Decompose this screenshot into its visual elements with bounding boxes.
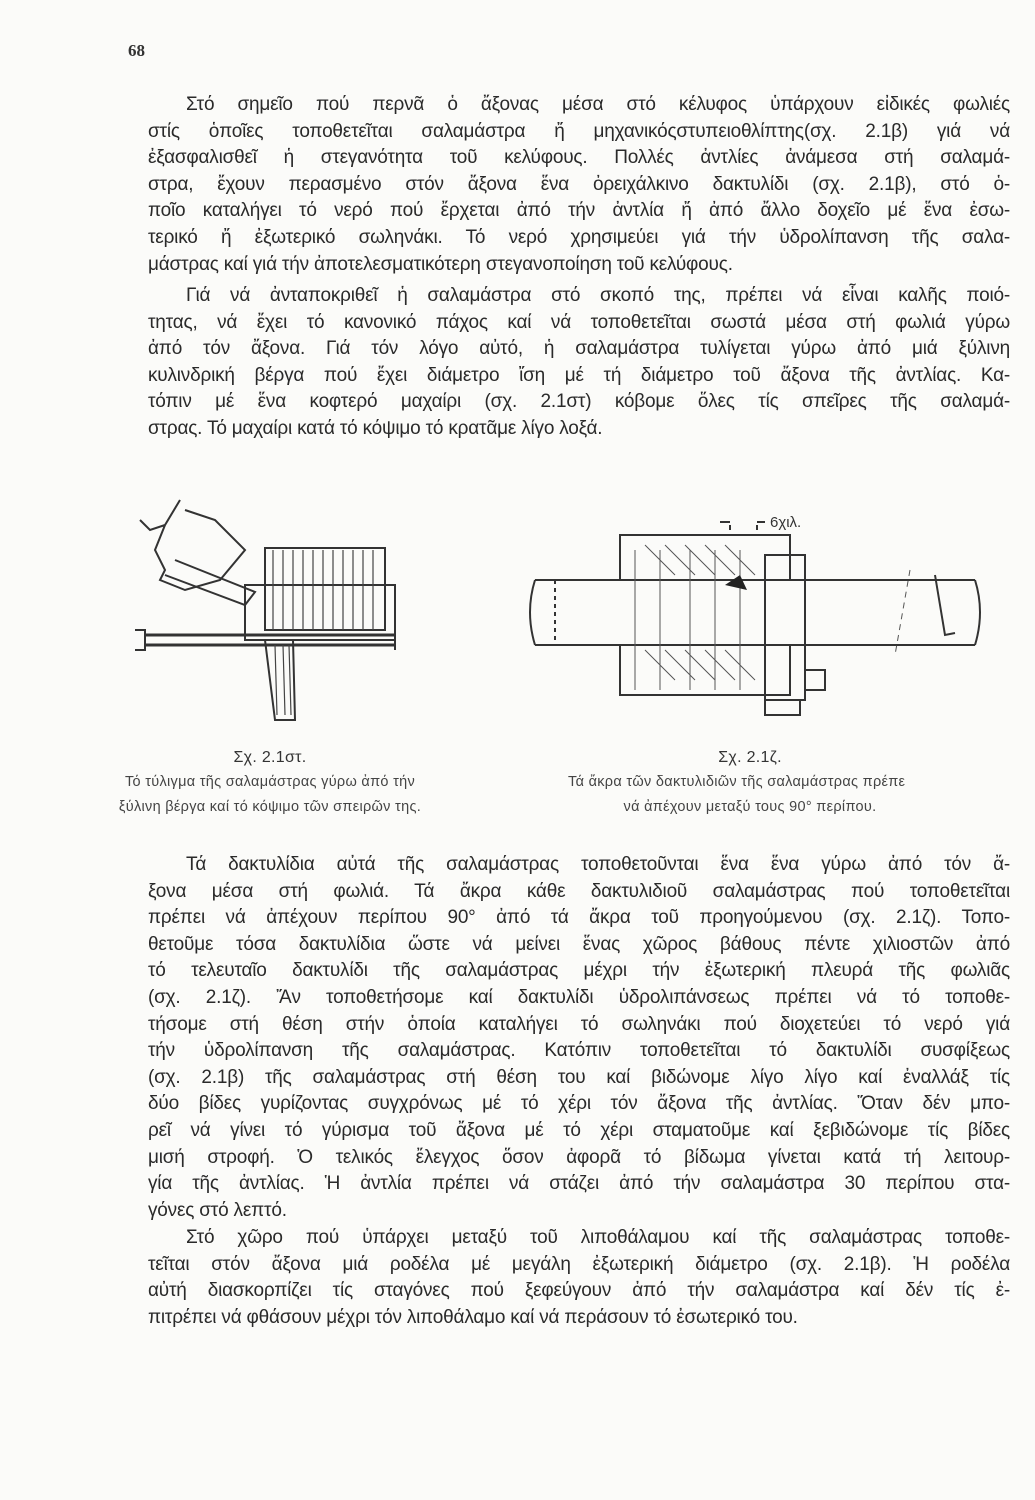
caption-line: ξύλινη βέργα καί τό κόψιμο τῶν σπειρῶν της. xyxy=(118,799,422,815)
text-line: γία τῆς ἀντλίας. Ἡ ἀντλία πρέπει νά στάζει ἀπό τήν σαλαμάστρα 30 περίπου στα- xyxy=(148,1173,1010,1195)
text-line: τό τελευταῖο δακτυλίδι τῆς σαλαμάστρας μέχρι τήν ἐξωτερική πλευρά τῆς φωλιᾶς xyxy=(148,960,1010,982)
text-line: (σχ. 2.1ζ). Ἄν τοποθετήσομε καί δακτυλίδι ὑδρολιπάνσεως πρέπει νά τό τοποθε- xyxy=(148,986,1010,1008)
text-line: θετοῦμε τόσα δακτυλίδια ὥστε νά μείνει ἕνας χῶρος βάθους πέντε χιλιοστῶν ἀπό xyxy=(148,933,1010,955)
text-line: στίς ὁποῖες τοποθετεῖται σαλαμάστρα ἤ μηχανικόςστυπειοθλίπτης(σχ. 2.1β) γιά νά xyxy=(148,120,1010,142)
figure-number: Σχ. 2.1στ. xyxy=(233,749,307,766)
text-line: πιτρέπει νά φθάσουν μέχρι τόν λιποθάλαμο καί νά περάσουν τό ἐσωτερικό του. xyxy=(148,1306,798,1328)
ring-end-marker xyxy=(725,575,747,590)
text-line: ξονα μέσα στή φωλιά. Τά ἄκρα κάθε δακτυλιδιοῦ σαλαμάστρας πού τοποθετεῖται xyxy=(148,880,1010,902)
text-line: τερικό ἤ ἐξωτερικό σωληνάκι. Τό νερό χρησιμεύει γιά τήν ὑδρολίπανση τῆς σαλα- xyxy=(148,226,1010,248)
caption-line: νά ἀπέχουν μεταξύ τους 90° περίπου. xyxy=(623,799,877,815)
text-line: στρας. Τό μαχαίρι κατά τό κόψιμο τό κρατᾶμε λίγο λοξά. xyxy=(148,417,603,439)
text-line: (σχ. 2.1β) τῆς σαλαμάστρας στή θέση του καί βιδώνομε λίγο λίγο καί ἐναλλάξ τίς xyxy=(148,1066,1010,1088)
figure-packing-cutting-illustration xyxy=(125,480,415,735)
text-line: μάστρας καί γιά τήν ἀποτελεσματικότερη στεγανοποίηση τοῦ κελύφους. xyxy=(148,253,733,275)
text-line: Γιά νά ἀνταποκριθεῖ ἡ σαλαμάστρα στό σκοπό της, πρέπει νά εἶναι καλῆς ποιό- xyxy=(186,285,1010,306)
text-line: γόνες στό λεπτό. xyxy=(148,1199,287,1221)
paragraph-packing-intro xyxy=(148,92,1010,278)
text-line: τόπιν μέ ἕνα κοφτερό μαχαίρι (σχ. 2.1στ) κόβομε ὅλες τίς σπεῖρες τῆς σαλαμά- xyxy=(148,391,1010,413)
text-line: ἀπό τόν ἄξονα. Γιά τόν λόγο αὐτό, ἡ σαλαμάστρα τυλίγεται γύρω ἀπό μιά ξύλινη xyxy=(148,338,1010,360)
caption-line: Τό τύλιγμα τῆς σαλαμάστρας γύρω ἀπό τήν xyxy=(124,774,416,790)
text-line: ρεῖ νά γίνει τό γύρισμα τοῦ ἄξονα μέ τό χέρι σταματοῦμε καί ξεβιδώνομε τίς βίδες xyxy=(148,1119,1010,1141)
figure-caption-2-1st xyxy=(100,745,440,820)
page-number: 68 xyxy=(128,41,145,60)
text-line: τήν ὑδρολίπανση τῆς σαλαμάστρας. Κατόπιν τοποθετεῖται τό δακτυλίδι συσφίξεως xyxy=(148,1040,1010,1062)
text-line: τητας, νά ἔχει τό κανονικό πάχος καί νά τοποθετεῖται σωστά μέσα στή φωλιά γύρω xyxy=(148,311,1010,333)
text-line: δύο βίδες γυρίζοντας συγχρόνως μέ τό χέρι τόν ἄξονα τῆς ἀντλίας. Ὅταν δέν μπο- xyxy=(148,1093,1010,1115)
caption-line: Τά ἄκρα τῶν δακτυλιδιῶν τῆς σαλαμάστρας πρέπε xyxy=(568,774,906,790)
paragraph-washer xyxy=(148,1225,1010,1331)
text-line: Τά δακτυλίδια αὐτά τῆς σαλαμάστρας τοποθετοῦνται ἕνα ἕνα γύρω ἀπό τόν ἄ- xyxy=(186,854,1010,875)
text-line: ποῖο καταλήγει τό νερό πού ἔρχεται ἀπό τήν ἀντλία ἤ ἀπό ἄλλο δοχεῖο μέ ἕνα ἐσω- xyxy=(148,200,1010,222)
text-line: ἐξασφαλισθεῖ ἡ στεγανότητα τοῦ κελύφους. Πολλές ἀντλίες ἀνάμεσα στή σαλαμά- xyxy=(148,147,1010,169)
text-line: αὐτή διασκορπίζει τίς σταγόνες πού ξεφεύγουν ἀπό τήν σαλαμάστρα καί δέν τίς ἐ- xyxy=(148,1280,1010,1302)
text-line: κυλινδρική βέργα πού ἔχει διάμετρο ἴση μέ τή διάμετρο τοῦ ἄξονα τῆς ἀντλίας. Κα- xyxy=(148,364,1010,386)
figure-number: Σχ. 2.1ζ. xyxy=(718,749,782,766)
text-line: Στό χῶρο πού ὑπάρχει μεταξύ τοῦ λιποθάλαμου καί τῆς σαλαμάστρας τοποθε- xyxy=(186,1227,1010,1248)
text-line: πρέπει νά ἀπέχουν περίπου 90° ἀπό τά ἄκρα τοῦ προηγούμενου (σχ. 2.1ζ). Τοπο- xyxy=(148,907,1010,929)
text-line: τεῖται στόν ἄξονα μιά ροδέλα μέ μεγάλη ἐξωτερική διάμετρο (σχ. 2.1β). Ἡ ροδέλα xyxy=(148,1253,1010,1275)
text-line: στρα, ἔχουν περασμένο στόν ἄξονα ἕνα ὀρειχάλκινο δακτυλίδι (σχ. 2.1β), στό ὁ- xyxy=(148,173,1010,195)
paragraph-packing-quality xyxy=(148,283,1010,443)
text-line: Στό σημεῖο πού περνᾶ ὁ ἄξονας μέσα στό κέλυφος ὑπάρχουν εἰδικές φωλιές xyxy=(186,94,1010,115)
figure-caption-2-1z xyxy=(560,745,1020,820)
figure-stuffing-box-section xyxy=(525,505,1005,725)
text-line: μισή στροφή. Ὁ τελικός ἔλεγχος ὅσον ἀφορᾶ τό βίδωμα γίνεται κατά τή λειτουρ- xyxy=(148,1146,1010,1168)
paragraph-ring-installation xyxy=(148,852,1010,1224)
text-line: τήσομε στή θέση στήν ὁποία καταλήγει τό σωληνάκι πού διοχετεύει τό νερό γιά xyxy=(148,1013,1010,1035)
dimension-label-6mm: 6χιλ. xyxy=(770,514,802,531)
